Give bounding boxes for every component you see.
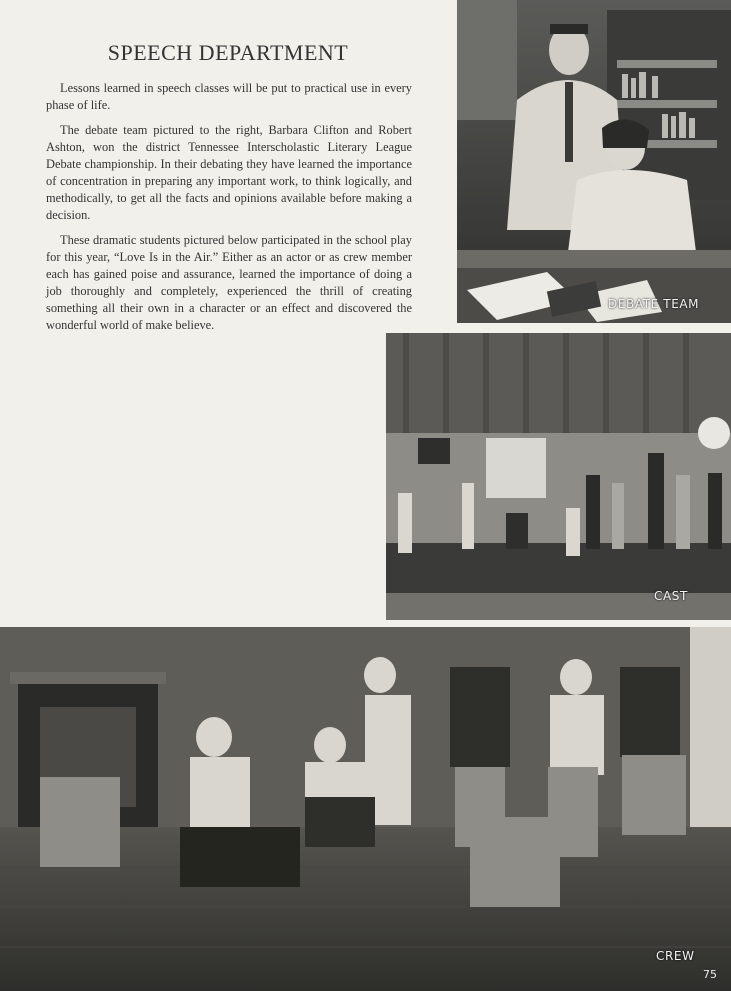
crew-caption: CREW [656, 949, 695, 963]
cast-photo [386, 333, 731, 620]
debate-team-caption: DEBATE TEAM [608, 297, 700, 311]
page-title: SPEECH DEPARTMENT [107, 40, 349, 65]
paragraph-drama: These dramatic students pictured below participated in the school play for this year, “Love Is in the Air.” Either as an actor or as crew member each has gained poise and assurance, learned the importance of doing a job thoroughly and completely, experienced the thrill of creating something all their own in a character or an effect and discovered the wonderful world of make believe. [46, 233, 412, 332]
cast-caption: CAST [654, 589, 688, 603]
crew-photo [0, 627, 731, 991]
debate-team-photo [457, 0, 731, 323]
page-number: 75 [703, 968, 717, 981]
paragraph-intro: Lessons learned in speech classes will be put to practical use in every phase of life. [46, 81, 412, 112]
paragraph-debate: The debate team pictured to the right, Barbara Clifton and Robert Ashton, won the district Tennessee Interscholastic Literary League Debate championship. In their debating they have learned the importance of concentration in preparing any important work, to think logically, and methodically, to get all the facts and opinions available before making a decision. [46, 123, 412, 222]
article-text [46, 80, 412, 342]
